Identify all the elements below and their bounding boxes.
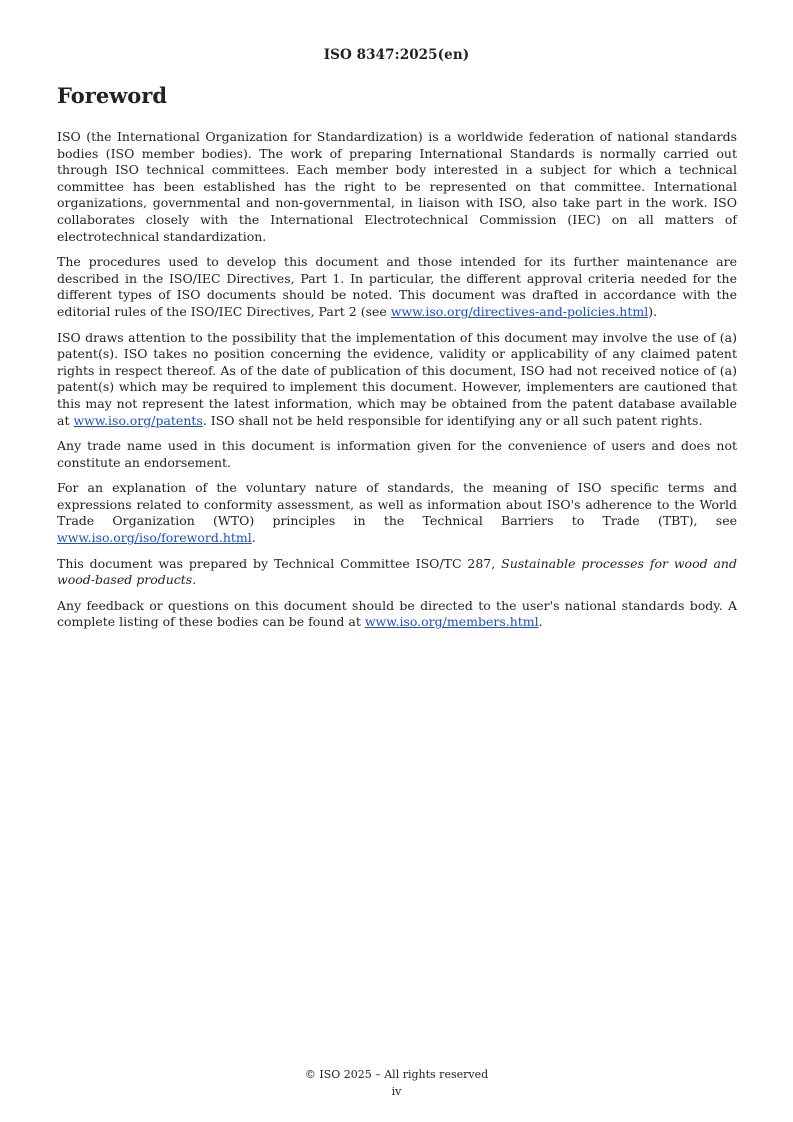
paragraph-text: . — [251, 530, 256, 546]
paragraph-text: This document was prepared by Technical Committee ISO/TC 287, — [57, 555, 502, 571]
paragraph-text: ). — [648, 303, 658, 319]
paragraph-text: Any feedback or questions on this document should be directed to the user's national standards body. A complete listing of these bodies can be found at — [57, 597, 737, 630]
paragraph-patents — [57, 330, 737, 430]
paragraph-voluntary-nature — [57, 480, 737, 546]
paragraph-text: The procedures used to develop this document and those intended for its further maintenance are described in the ISO/IEC Directives, Part 1. In particular, the different approval criteria needed for the different types of ISO documents should be noted. This document was drafted in accordance with the editorial rules of the ISO/IEC Directives, Part 2 (see — [57, 254, 737, 319]
copyright-notice: © ISO 2025 – All rights reserved — [304, 1068, 489, 1081]
paragraph-text: For an explanation of the voluntary nature of standards, the meaning of ISO specific terms and expressions related to conformity assessment, as well as information about ISO's adherence to the World Trade Organization (WTO) principles in the Technical Barriers to Trade (TBT), see — [57, 480, 737, 529]
paragraph-text: ISO draws attention to the possibility that the implementation of this document may involve the use of (a) patent(s). ISO takes no position concerning the evidence, validity or applicability of any claimed patent rights in respect thereof. As of the date of publication of this document, ISO had not received notice of (a) patent(s) which may be required to implement this document. However, implementers are cautioned that this may not represent the latest information, which may be obtained from the patent database available at — [57, 329, 737, 428]
directives-link[interactable]: www.iso.org/directives-and-policies.html — [390, 303, 649, 319]
document-header: ISO 8347:2025(en) — [323, 47, 470, 63]
page-title: Foreword — [57, 83, 168, 108]
paragraph-text: . — [192, 572, 197, 588]
paragraph-procedures — [57, 254, 737, 320]
paragraph-trade-name: Any trade name used in this document is information given for the convenience of users and does not constitute an endorsement. — [57, 438, 737, 470]
members-link[interactable]: www.iso.org/members.html — [364, 614, 539, 630]
paragraph-text: . ISO shall not be held responsible for identifying any or all such patent rights. — [202, 412, 703, 428]
page-footer — [0, 1066, 793, 1100]
paragraph-text: . — [538, 614, 543, 630]
committee-title: Sustainable processes for wood and wood-based products — [57, 555, 737, 588]
page-number: iv — [391, 1085, 402, 1098]
paragraph-committee — [57, 556, 737, 589]
patents-link[interactable]: www.iso.org/patents — [73, 412, 203, 428]
foreword-body — [57, 129, 737, 640]
paragraph-feedback — [57, 598, 737, 631]
paragraph-iso-intro: ISO (the International Organization for Standardization) is a worldwide federation of national standards bodies (ISO member bodies). The work of preparing International Standards is normally carried out through ISO technical committees. Each member body interested in a subject for which a technical committee has been established has the right to be represented on that committee. International organizations, governmental and non-governmental, in liaison with ISO, also take part in the work. ISO collaborates closely with the International Electrotechnical Commission (IEC) on all matters of electrotechnical standardization. — [57, 129, 737, 244]
foreword-link[interactable]: www.iso.org/iso/foreword.html — [57, 530, 252, 546]
